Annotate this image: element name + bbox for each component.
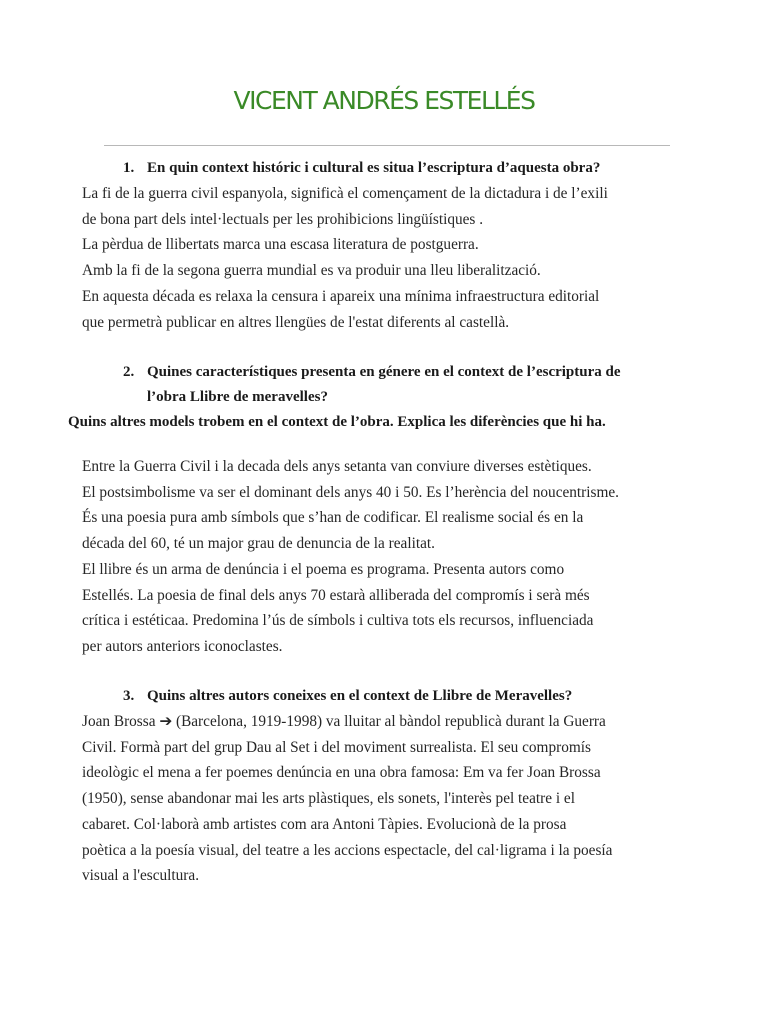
question-3-text: Quins altres autors coneixes en el context de Llibre de Meravelles? (147, 688, 573, 704)
answer-2-line: década del 60, té un major grau de denuncia de la realitat. (82, 535, 435, 553)
answer-3-line: Civil. Formà part del grup Dau al Set i del moviment surrealista. El seu compromís (82, 738, 591, 756)
question-1 (123, 156, 601, 181)
question-2-extra (68, 410, 606, 435)
question-2-line: Quines característiques presenta en génere en el context de l’escriptura de (147, 364, 621, 380)
question-1-number: 1. (123, 160, 135, 176)
answer-3-line: (1950), sense abandonar mai les arts plàstiques, els sonets, l'interès pel teatre i el (82, 790, 575, 808)
document-title: VICENT ANDRÉS ESTELLÉS (233, 86, 535, 115)
answer-3-line: poètica a la poesía visual, del teatre a les accions espectacle, del cal·ligrama i la poesía (82, 841, 613, 859)
answer-1-line: de bona part dels intel·lectuals per les prohibicions lingüístiques . (82, 210, 484, 228)
answer-3-line: Joan Brossa ➔ (Barcelona, 1919-1998) va lluitar al bàndol republicà durant la Guerra (82, 713, 606, 730)
answer-1-line: La fi de la guerra civil espanyola, significà el començament de la dictadura i de l’exili (82, 185, 608, 202)
answer-2-line: El postsimbolisme va ser el dominant dels anys 40 i 50. Es l’herència del noucentrisme. (82, 483, 619, 501)
question-3 (123, 684, 573, 709)
answer-1-line: Amb la fi de la segona guerra mundial es va produir una lleu liberalització. (82, 262, 541, 280)
answer-1-line: En aquesta década es relaxa la censura i apareix una mínima infraestructura editorial (82, 287, 600, 305)
answer-2-line: per autors anteriors iconoclastes. (82, 637, 283, 655)
answer-1-line: La pèrdua de llibertats marca una escasa literatura de postguerra. (82, 236, 479, 254)
title-divider (104, 145, 670, 146)
answer-3-line: ideològic el mena a fer poemes denúncia en una obra famosa: Em va fer Joan Brossa (82, 764, 601, 782)
question-3-number: 3. (123, 688, 135, 704)
answer-3 (82, 709, 612, 889)
question-2 (123, 360, 621, 410)
question-2-line: l’obra Llibre de meravelles? (147, 389, 328, 405)
question-1-text: En quin context históric i cultural es situa l’escriptura d’aquesta obra? (147, 160, 601, 176)
answer-3-line: cabaret. Col·laborà amb artistes com ara Antoni Tàpies. Evolucionà de la prosa (82, 815, 567, 833)
answer-2-line: Entre la Guerra Civil i la decada dels anys setanta van conviure diverses estètiques. (82, 458, 592, 475)
question-2-extra-text: Quins altres models trobem en el context de l’obra. Explica les diferències que hi ha. (68, 414, 606, 430)
answer-2-line: crítica i estéticaa. Predomina l’ús de símbols i cultiva tots els recursos, influenciada (82, 612, 594, 630)
answer-3-line: visual a l'escultura. (82, 867, 200, 885)
question-2-number: 2. (123, 364, 135, 380)
answer-2-line: El llibre és un arma de denúncia i el poema es programa. Presenta autors como (82, 560, 565, 578)
answer-1 (82, 181, 608, 335)
answer-1-line: que permetrà publicar en altres llengües de l'estat diferents al castellà. (82, 313, 510, 331)
answer-2 (82, 454, 619, 660)
answer-2-line: És una poesia pura amb símbols que s’han de codificar. El realisme social és en la (82, 509, 584, 527)
answer-2-line: Estellés. La poesia de final dels anys 70 estarà alliberada del compromís i serà més (82, 586, 590, 604)
